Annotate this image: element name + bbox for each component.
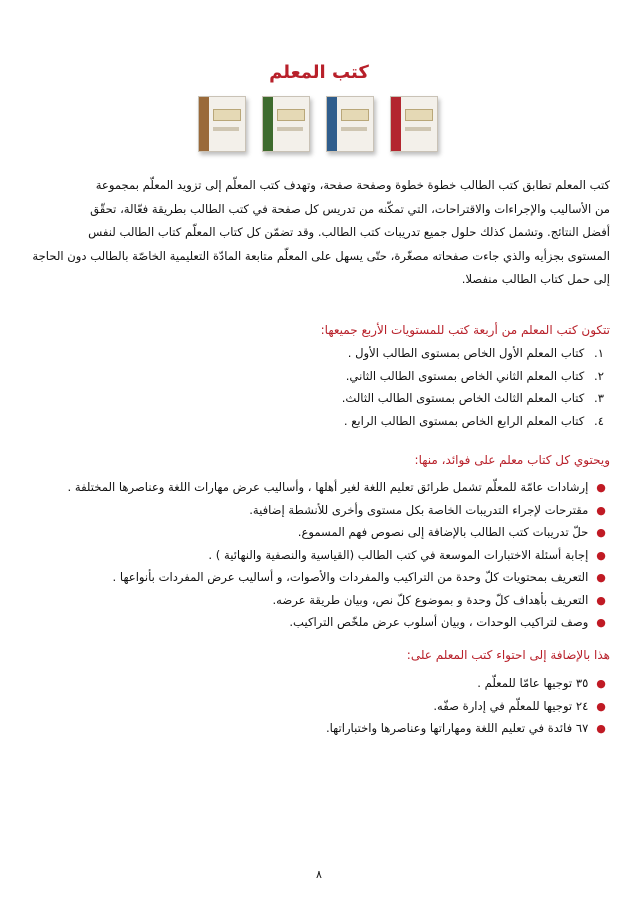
book-covers-image xyxy=(198,96,440,156)
benefits-list xyxy=(67,476,610,634)
intro-line: إلى حمل كتاب الطالب منفصلا. xyxy=(461,272,610,286)
list-item xyxy=(326,672,610,695)
cover-label xyxy=(341,109,369,121)
bullet-icon: ● xyxy=(596,571,606,584)
list-item xyxy=(67,521,610,544)
list-item xyxy=(67,499,610,522)
bullet-icon: ● xyxy=(596,722,606,735)
cover-band xyxy=(327,97,337,151)
bullet-icon: ● xyxy=(596,481,606,494)
bullet-icon: ● xyxy=(596,677,606,690)
intro-line: من الأساليب والإجراءات والاقتراحات، التي تمكّنه من تدريس كل صفحة في كتب الطالب بطريقة فعّالة، تحقّق xyxy=(90,201,610,216)
intro-line: المستوى بجزأيه والذي جاءت صفحاته مصغّرة، حتّى يسهل على المعلّم متابعة المادّة التعليمية الخاصّة بالطالب دون الحاجة xyxy=(32,248,610,263)
bullet-icon: ● xyxy=(596,503,606,517)
bullet-icon: ● xyxy=(596,526,606,539)
list-item-text: إرشادات عامّة للمعلّم تشمل طرائق تعليم اللغة لغير أهلها ، وأساليب عرض مهارات اللغة وعناصرها المختلفة . xyxy=(67,480,589,494)
list-item xyxy=(67,589,610,612)
section-heading-contents: هذا بالإضافة إلى احتواء كتب المعلم على: xyxy=(406,648,610,662)
list-item-text: ٦٧ فائدة في تعليم اللغة ومهاراتها وعناصرها واختباراتها. xyxy=(325,721,589,735)
section-heading-benefits: ويحتوي كل كتاب معلم على فوائد، منها: xyxy=(414,453,610,467)
list-item-text: التعريف بمحتويات كلّ وحدة من التراكيب والمفردات والأصوات، و أساليب عرض المفردات بأنواعها . xyxy=(112,570,589,584)
book-cover-level-1 xyxy=(198,96,246,152)
intro-line: كتب المعلم تطابق كتب الطالب خطوة خطوة وصفحة صفحة، وتهدف كتب المعلّم إلى تزويد المعلّم بمجموعة xyxy=(95,178,610,192)
list-item-text: ٢٤ توجيها للمعلّم في إدارة صفّه. xyxy=(433,698,589,713)
cover-band xyxy=(391,97,401,151)
list-item-text: مقترحات لإجراء التدريبات الخاصة بكل مستوى وأخرى للأنشطة إضافية. xyxy=(249,502,589,517)
book-cover-level-3 xyxy=(326,96,374,152)
list-item-text: كتاب المعلم الأول الخاص بمستوى الطالب الأول . xyxy=(347,346,585,360)
list-item xyxy=(67,476,610,499)
list-item xyxy=(342,365,610,388)
list-item-text: التعريف بأهداف كلّ وحدة و بموضوع كلّ نص، وبيان طريقة عرضه. xyxy=(272,592,589,607)
cover-band xyxy=(263,97,273,151)
bullet-icon: ● xyxy=(596,699,606,713)
book-cover-level-4 xyxy=(390,96,438,152)
section-heading-books: تتكون كتب المعلم من أربعة كتب للمستويات الأربع جميعها: xyxy=(320,323,610,337)
contents-list xyxy=(326,672,610,740)
list-item-text: وصف لتراكيب الوحدات ، وبيان أسلوب عرض ملخّص التراكيب. xyxy=(289,615,589,629)
list-number: ٤. xyxy=(594,413,604,428)
cover-label xyxy=(213,109,241,121)
list-item-text: حلّ تدريبات كتب الطالب بالإضافة إلى نصوص فهم المسموع. xyxy=(297,525,589,539)
cover-band xyxy=(199,97,209,151)
cover-stripe xyxy=(405,127,431,131)
list-number: ٣. xyxy=(594,391,604,405)
bullet-icon: ● xyxy=(596,548,606,562)
bullet-icon: ● xyxy=(596,593,606,607)
list-item xyxy=(67,611,610,634)
list-item xyxy=(326,695,610,718)
cover-stripe xyxy=(341,127,367,131)
list-item xyxy=(342,342,610,365)
cover-stripe xyxy=(277,127,303,131)
list-item-text: إجابة أسئلة الاختبارات الموسعة في كتب الطالب (القياسية والنصفية والنهائية ) . xyxy=(208,547,589,562)
list-item xyxy=(67,544,610,567)
page-title: كتب المعلم xyxy=(269,62,369,83)
cover-label xyxy=(405,109,433,121)
intro-line: أفضل النتائج. وتشمل كذلك حلول جميع تدريبات كتب الطالب. وقد تضمّن كل كتاب المعلّم كتاب الطالب لنفس xyxy=(88,225,610,239)
page-number: ٨ xyxy=(316,868,322,881)
list-item-text: كتاب المعلم الثاني الخاص بمستوى الطالب الثاني. xyxy=(345,368,585,383)
list-item xyxy=(326,717,610,740)
book-cover-level-2 xyxy=(262,96,310,152)
bullet-icon: ● xyxy=(596,616,606,629)
list-item xyxy=(342,387,610,410)
list-item xyxy=(342,410,610,433)
list-number: ٢. xyxy=(594,368,604,383)
list-item-text: كتاب المعلم الرابع الخاص بمستوى الطالب الرابع . xyxy=(343,413,585,428)
list-item xyxy=(67,566,610,589)
list-number: ١. xyxy=(594,346,604,360)
list-item-text: ٣٥ توجيها عامّا للمعلّم . xyxy=(477,676,589,690)
cover-label xyxy=(277,109,305,121)
cover-stripe xyxy=(213,127,239,131)
books-list xyxy=(342,342,610,432)
list-item-text: كتاب المعلم الثالث الخاص بمستوى الطالب الثالث. xyxy=(341,391,585,405)
intro-paragraph xyxy=(30,174,610,292)
